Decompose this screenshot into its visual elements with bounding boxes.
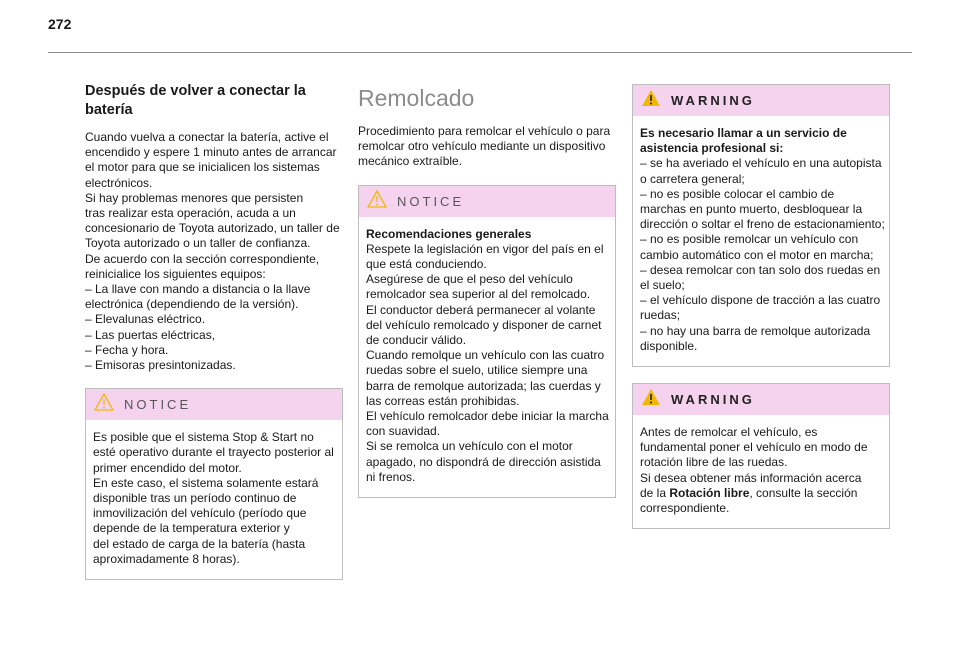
warning-box-free-rotation xyxy=(632,383,890,529)
text-line: concesionario de Toyota autorizado, un taller de xyxy=(85,221,340,236)
text-line: aproximadamente 8 horas). xyxy=(93,551,240,566)
text-line: el suelo; xyxy=(640,278,685,293)
text-line: marchas en punto muerto, desbloquear la xyxy=(640,202,863,217)
warning-subheading: asistencia profesional si: xyxy=(640,141,784,156)
text-line: – Elevalunas eléctrico. xyxy=(85,312,206,327)
notice-header xyxy=(86,389,342,420)
text-line: Asegúrese de que el peso del vehículo xyxy=(366,272,573,287)
text-line: El conductor deberá permanecer al volante xyxy=(366,302,596,317)
column-warnings xyxy=(632,84,890,529)
battery-body xyxy=(85,130,343,373)
text-line: inmovilización del vehículo (período que xyxy=(93,506,307,521)
warning-label: WARNING xyxy=(671,392,755,408)
text-line: que está conduciendo. xyxy=(366,257,487,272)
text-line: remolcar otro vehículo mediante un dispositivo xyxy=(358,139,606,154)
text-line: – se ha averiado el vehículo en una autopista xyxy=(640,156,882,171)
page-number: 272 xyxy=(48,16,72,32)
text-line: De acuerdo con la sección correspondiente, xyxy=(85,251,320,266)
text-line: electrónicos. xyxy=(85,175,153,190)
text-line: depende de la temperatura exterior y xyxy=(93,521,290,536)
text-line: Toyota autorizado o un taller de confianza. xyxy=(85,236,311,251)
warning-header xyxy=(633,85,889,116)
text-line: Es posible que el sistema Stop & Start no xyxy=(93,430,314,445)
text-line: barra de remolque autorizada; las cuerdas y xyxy=(366,378,601,393)
text-line: ni frenos. xyxy=(366,469,416,484)
text-line: esté operativo durante el trayecto posterior al xyxy=(93,445,334,460)
text-line: cambio automático con el motor en marcha; xyxy=(640,247,874,262)
notice-label: NOTICE xyxy=(124,397,192,413)
warning-box-professional xyxy=(632,84,890,367)
warning-triangle-icon xyxy=(94,393,114,416)
text-line: las correas están prohibidas. xyxy=(366,393,520,408)
text-line: rotación libre de las ruedas. xyxy=(640,455,788,470)
text-line: – no es posible colocar el cambio de xyxy=(640,186,835,201)
notice-label: NOTICE xyxy=(397,193,465,209)
text-line: – La llave con mando a distancia o la llave xyxy=(85,282,311,297)
warning-triangle-icon xyxy=(367,190,387,213)
text-line-mixed: de la Rotación libre, consulte la sección xyxy=(640,485,858,500)
text-line: remolcador sea superior al del remolcado. xyxy=(366,287,591,302)
warning-body xyxy=(633,415,889,528)
text-line: En este caso, el sistema solamente estará xyxy=(93,475,319,490)
text-line: de conducir válido. xyxy=(366,333,467,348)
text-line: – el vehículo dispone de tracción a las cuatro xyxy=(640,293,881,308)
text-line: del estado de carga de la batería (hasta xyxy=(93,536,306,551)
warning-subheading: Es necesario llamar a un servicio de xyxy=(640,126,847,140)
warning-header xyxy=(633,384,889,415)
text-line: primer encendido del motor. xyxy=(93,460,242,475)
text-line: fundamental poner el vehículo en modo de xyxy=(640,440,868,455)
heading-line: batería xyxy=(85,102,133,118)
text-line: del vehículo remolcado y disponer de carnet xyxy=(366,317,602,332)
text-line: correspondiente. xyxy=(640,501,730,516)
text-line: el motor para que se inicialicen los sistemas xyxy=(85,160,320,175)
text-line: Cuando vuelva a conectar la batería, active el xyxy=(85,130,329,144)
text-line: Si desea obtener más información acerca xyxy=(640,470,862,485)
text-line: – desea remolcar con tan solo dos ruedas en xyxy=(640,262,881,277)
warning-triangle-icon xyxy=(641,388,661,411)
notice-header xyxy=(359,186,615,217)
warning-body xyxy=(633,116,889,366)
text-line: mecánico extraíble. xyxy=(358,154,463,169)
text-line: dirección o soltar el freno de estacionamiento; xyxy=(640,217,885,232)
text-line: con suavidad. xyxy=(366,424,441,439)
text-line: encendido y espere 1 minuto antes de arrancar xyxy=(85,145,337,160)
text-line: apagado, no dispondrá de dirección asistida xyxy=(366,454,601,469)
text-line: ruedas sobre el suelo, utilice siempre una xyxy=(366,363,588,378)
text-line: ruedas; xyxy=(640,308,681,323)
text-line: – no hay una barra de remolque autorizada xyxy=(640,323,871,338)
text-line: Procedimiento para remolcar el vehículo o para xyxy=(358,124,611,138)
text-line: tras realizar esta operación, acuda a un xyxy=(85,206,296,221)
notice-body xyxy=(86,420,342,579)
text-line: Si se remolca un vehículo con el motor xyxy=(366,439,573,454)
text-line: – no es posible remolcar un vehículo con xyxy=(640,232,859,247)
notice-subheading: Recomendaciones generales xyxy=(366,226,532,241)
text-line: disponible tras un período continuo de xyxy=(93,491,297,506)
header-divider xyxy=(48,52,912,53)
warning-triangle-icon xyxy=(641,89,661,112)
text-line: El vehículo remolcador debe iniciar la marcha xyxy=(366,409,609,424)
text-line: Antes de remolcar el vehículo, es xyxy=(640,425,818,440)
towing-intro xyxy=(358,124,616,170)
text-line: – Fecha y hora. xyxy=(85,342,169,357)
column-battery xyxy=(85,82,343,580)
notice-box-stop-start xyxy=(85,388,343,580)
text-line: Si hay problemas menores que persisten xyxy=(85,190,304,205)
section-title-towing: Remolcado xyxy=(358,85,475,111)
notice-body xyxy=(359,217,615,497)
text-line: – Emisoras presintonizadas. xyxy=(85,358,236,373)
text-line: Cuando remolque un vehículo con las cuatro xyxy=(366,348,605,363)
column-towing xyxy=(358,82,616,498)
text-line: reinicialice los siguientes equipos: xyxy=(85,266,266,281)
text-line: – Las puertas eléctricas, xyxy=(85,327,216,342)
text-line: Respete la legislación en vigor del país en el xyxy=(366,241,604,256)
heading-line: Después de volver a conectar la xyxy=(85,83,306,99)
text-line: disponible. xyxy=(640,338,698,353)
notice-box-towing xyxy=(358,185,616,498)
text-line: o carretera general; xyxy=(640,171,745,186)
text-line: electrónica (dependiendo de la versión). xyxy=(85,297,299,312)
warning-label: WARNING xyxy=(671,93,755,108)
section-heading-battery xyxy=(85,82,343,120)
